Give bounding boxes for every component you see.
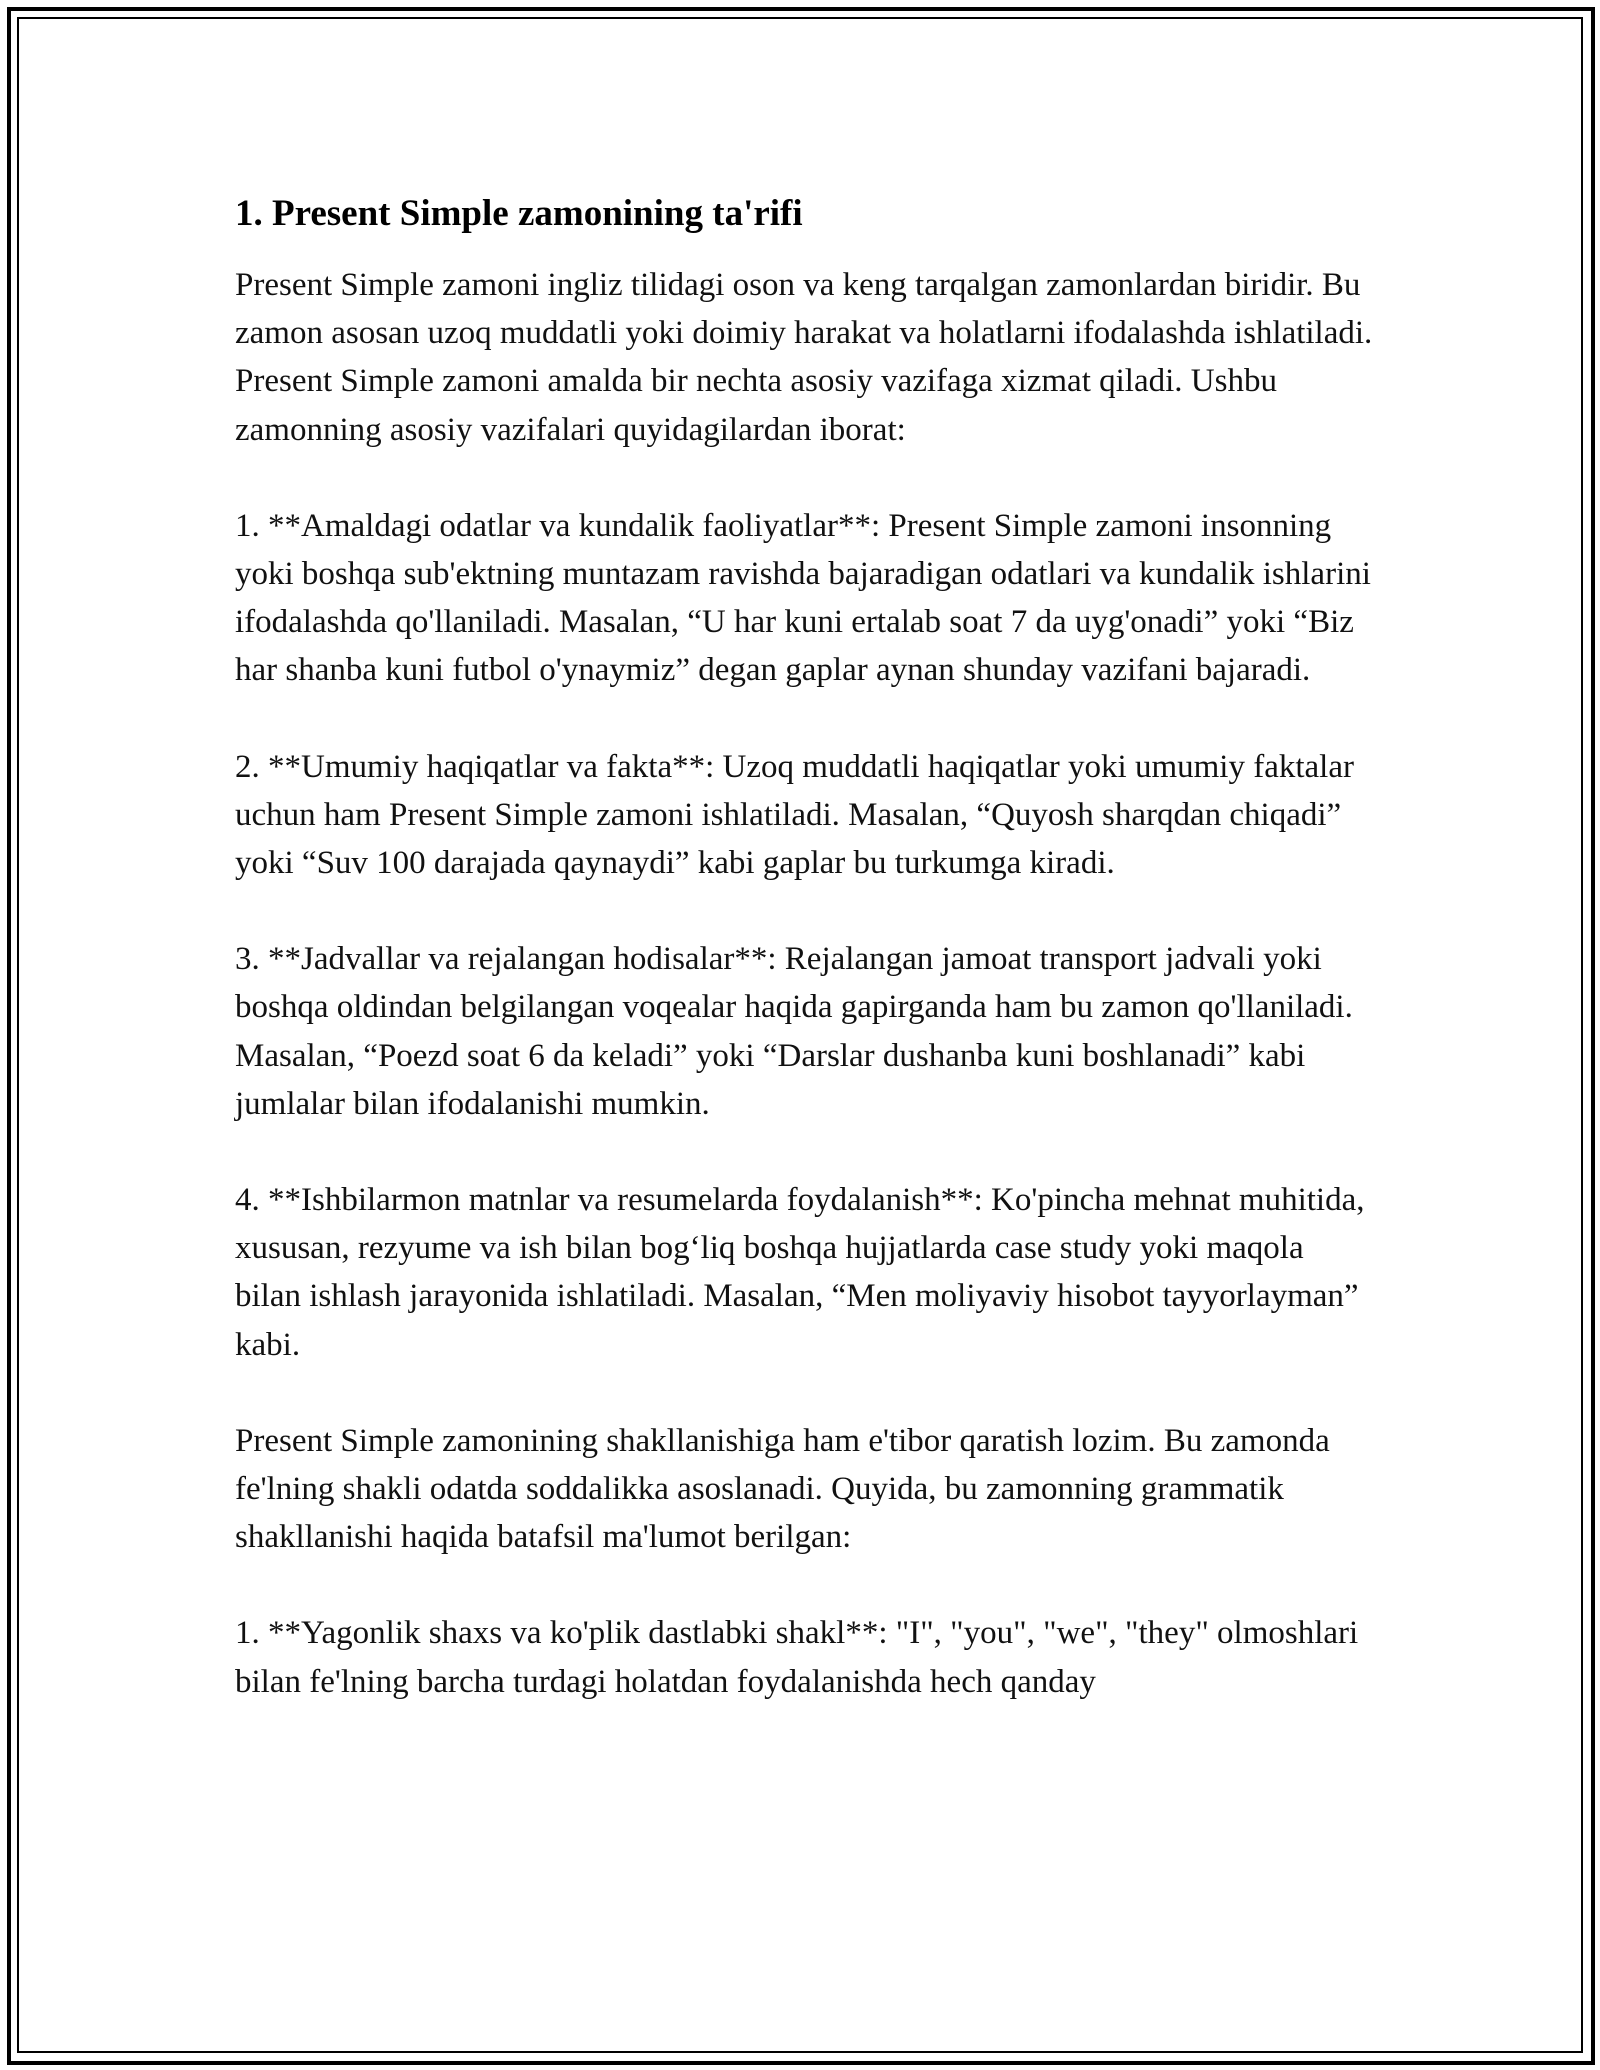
intro-paragraph: Present Simple zamoni ingliz tilidagi oson va keng tarqalgan zamonlardan biridir. Bu zamon asosan uzoq muddatli yoki doimiy harakat va holatlarni ifodalashda ishlatiladi. Present Simple zamoni amalda bir nechta asosiy vazifaga xizmat qiladi. Ushbu zamonning asosiy vazifalari quyidagilardan iborat: (235, 267, 1373, 448)
list-item-general-truths: 2. **Umumiy haqiqatlar va fakta**: Uzoq muddatli haqiqatlar yoki umumiy faktalar uchun ham Present Simple zamoni ishlatiladi. Masalan, “Quyosh sharqdan chiqadi” yoki “Suv 100 darajada qaynaydi” kabi gaplar bu turkumga kiradi. (235, 748, 1354, 882)
list-item-business-texts: 4. **Ishbilarmon matnlar va resumelarda foydalanish**: Ko'pincha mehnat muhitida, xususan, rezyume va ish bilan bog‘liq boshqa hujjatlarda case study yoki maqola bilan ishlash jarayonida ishlatiladi. Masalan, “Men moliyaviy hisobot tayyorlayman” kabi. (235, 1182, 1365, 1363)
formation-paragraph: Present Simple zamonining shakllanishiga ham e'tibor qaratish lozim. Bu zamonda fe'lning shakli odatda soddalikka asoslanadi. Quyida, bu zamonning grammatik shakllanishi haqida batafsil ma'lumot berilgan: (235, 1422, 1330, 1556)
list-item-habits: 1. **Amaldagi odatlar va kundalik faoliyatlar**: Present Simple zamoni insonning yoki boshqa sub'ektning muntazam ravishda bajaradigan odatlari va kundalik ishlarini ifodalashda qo'llaniladi. Masalan, “U har kuni ertalab soat 7 da uyg'onadi” yoki “Biz har shanba kuni futbol o'ynaymiz” degan gaplar aynan shunday vazifani bajaradi. (235, 507, 1371, 689)
list-item-singular-plural: 1. **Yagonlik shaxs va ko'plik dastlabki shakl**: "I", "you", "we", "they" olmoshlari bilan fe'lning barcha turdagi holatdan foydalanishda hech qanday (235, 1615, 1359, 1700)
list-item-schedules: 3. **Jadvallar va rejalangan hodisalar**: Rejalangan jamoat transport jadvali yoki boshqa oldindan belgilangan voqealar haqida gapirganda ham bu zamon qo'llaniladi. Masalan, “Poezd soat 6 da keladi” yoki “Darslar dushanba kuni boshlanadi” kabi jumlalar bilan ifodalanishi mumkin. (235, 941, 1353, 1122)
section-heading: 1. Present Simple zamonining ta'rifi (235, 193, 803, 234)
document-body (235, 189, 1375, 1706)
